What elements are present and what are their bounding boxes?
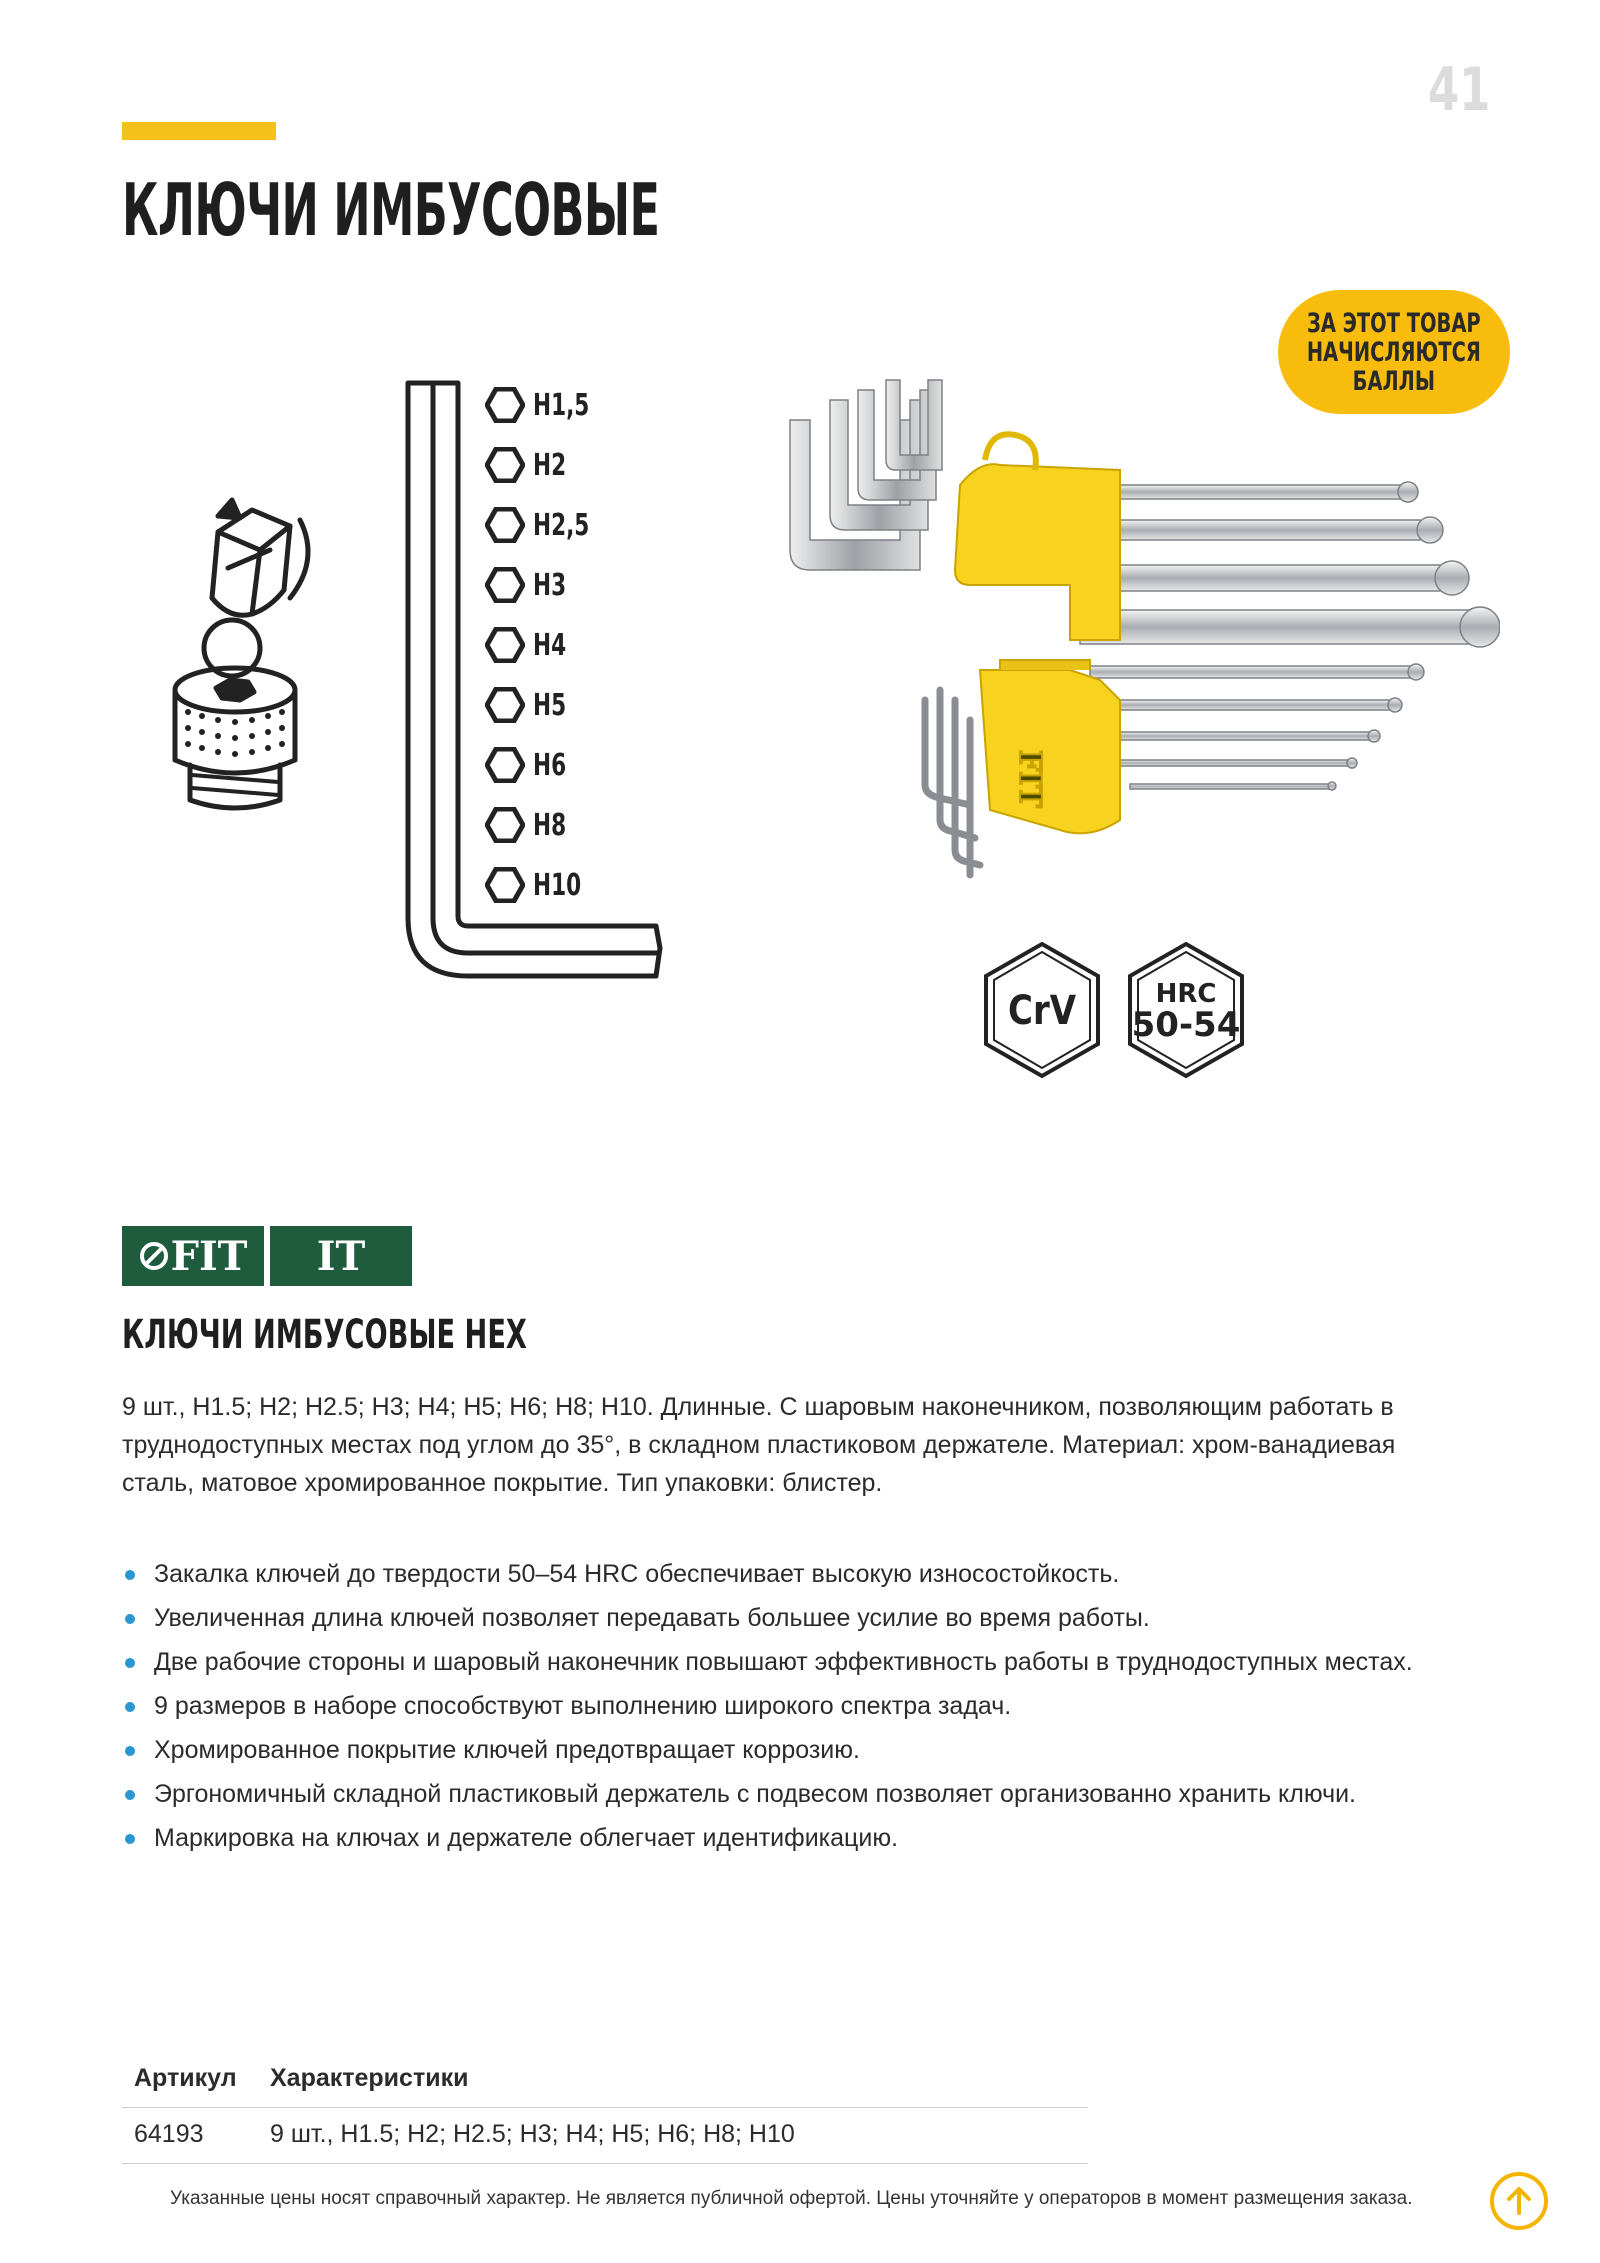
feature-item <box>122 1556 1522 1592</box>
bullet-icon <box>125 1746 135 1756</box>
size-item <box>485 865 605 905</box>
product-description: 9 шт., H1.5; H2; H2.5; H3; H4; H5; H6; H8; H10. Длинные. С шаровым наконечником, позволяющим работать в труднодоступных местах под углом до 35°, в складном пластиковом держателе. Материал: хром-ванадиевая сталь, матовое хромированное покрытие. Тип упаковки: блистер. <box>122 1393 1396 1497</box>
spec-table <box>122 2052 1088 2164</box>
size-label: H8 <box>533 808 567 843</box>
feature-text: Хромированное покрытие ключей предотвращает коррозию. <box>154 1736 860 1764</box>
bullet-icon <box>125 1570 135 1580</box>
hex-size-icon <box>485 447 525 483</box>
table-header-row <box>122 2052 1088 2108</box>
size-item <box>485 745 605 785</box>
feature-text: Две рабочие стороны и шаровый наконечник повышают эффективность работы в труднодоступных местах. <box>154 1648 1413 1676</box>
size-label: H1,5 <box>533 388 590 423</box>
size-label: H2,5 <box>533 508 590 543</box>
hex-size-icon <box>485 387 525 423</box>
product-title: КЛЮЧИ ИМБУСОВЫЕ HEX <box>122 1312 527 1358</box>
brand-logos <box>122 1226 412 1286</box>
hex-size-icon <box>485 867 525 903</box>
size-item <box>485 505 605 545</box>
spec-cell: 9 шт., H1.5; H2; H2.5; H3; H4; H5; H6; H8; H10 <box>258 2108 1088 2164</box>
bullet-icon <box>125 1702 135 1712</box>
ball-end-socket-illustration <box>140 480 340 820</box>
arrow-up-icon <box>1506 2186 1532 2216</box>
fit-logo <box>122 1226 264 1286</box>
it-logo <box>270 1226 412 1286</box>
hex-size-icon <box>485 807 525 843</box>
bullet-icon <box>125 1614 135 1624</box>
crv-badge-text: CrV <box>1008 987 1077 1034</box>
crv-badge <box>980 940 1104 1080</box>
page-title: КЛЮЧИ ИМБУСОВЫЕ <box>122 168 660 252</box>
size-label: H2 <box>533 448 567 483</box>
feature-item <box>122 1776 1522 1812</box>
scroll-to-top-button[interactable] <box>1490 2172 1548 2230</box>
hrc-badge-value: 50-54 <box>1131 1005 1241 1045</box>
feature-text: Увеличенная длина ключей позволяет передавать большее усилие во время работы. <box>154 1604 1150 1632</box>
size-item <box>485 385 605 425</box>
title-accent-bar <box>122 122 276 140</box>
feature-text: 9 размеров в наборе способствуют выполнению широкого спектра задач. <box>154 1692 1012 1720</box>
bullet-icon <box>125 1658 135 1668</box>
size-item <box>485 805 605 845</box>
disclaimer: Указанные цены носят справочный характер. Не является публичной офертой. Цены уточняйте у операторов в момент размещения заказа. <box>170 2188 1413 2209</box>
feature-item <box>122 1688 1522 1724</box>
fit-logo-icon <box>139 1241 169 1271</box>
size-label: H3 <box>533 568 567 603</box>
size-item <box>485 685 605 725</box>
sku-cell: 64193 <box>122 2108 258 2164</box>
size-label: H5 <box>533 688 567 723</box>
bullet-icon <box>125 1790 135 1800</box>
size-item <box>485 625 605 665</box>
bullet-icon <box>125 1834 135 1844</box>
table-row <box>122 2108 1088 2164</box>
feature-list <box>122 1556 1522 1864</box>
hex-size-icon <box>485 687 525 723</box>
size-label: H6 <box>533 748 567 783</box>
svg-text:FIT: FIT <box>1012 750 1047 808</box>
hex-size-icon <box>485 747 525 783</box>
feature-item <box>122 1644 1522 1680</box>
hex-size-icon <box>485 627 525 663</box>
hrc-badge-label: HRC <box>1155 979 1217 1009</box>
it-logo-text: IT <box>316 1232 366 1280</box>
feature-item <box>122 1820 1522 1856</box>
size-label: H4 <box>533 628 567 663</box>
feature-item <box>122 1600 1522 1636</box>
hex-size-icon <box>485 567 525 603</box>
page-number: 41 <box>1427 55 1490 125</box>
column-header-sku: Артикул <box>122 2052 258 2108</box>
points-badge-text: ЗА ЭТОТ ТОВАР НАЧИСЛЯЮТСЯ БАЛЛЫ <box>1307 307 1481 397</box>
feature-text: Маркировка на ключах и держателе облегчает идентификацию. <box>154 1824 899 1852</box>
product-image <box>740 370 1500 890</box>
feature-text: Закалка ключей до твердости 50–54 HRC обеспечивает высокую износостойкость. <box>154 1560 1120 1588</box>
fit-logo-text: FIT <box>170 1232 248 1280</box>
size-item <box>485 565 605 605</box>
hrc-badge <box>1124 940 1248 1080</box>
feature-item <box>122 1732 1522 1768</box>
column-header-specs: Характеристики <box>258 2052 1088 2108</box>
size-label: H10 <box>533 868 582 903</box>
size-item <box>485 445 605 485</box>
hex-size-icon <box>485 507 525 543</box>
feature-text: Эргономичный складной пластиковый держатель с подвесом позволяет организованно хранить ключи. <box>154 1780 1357 1808</box>
